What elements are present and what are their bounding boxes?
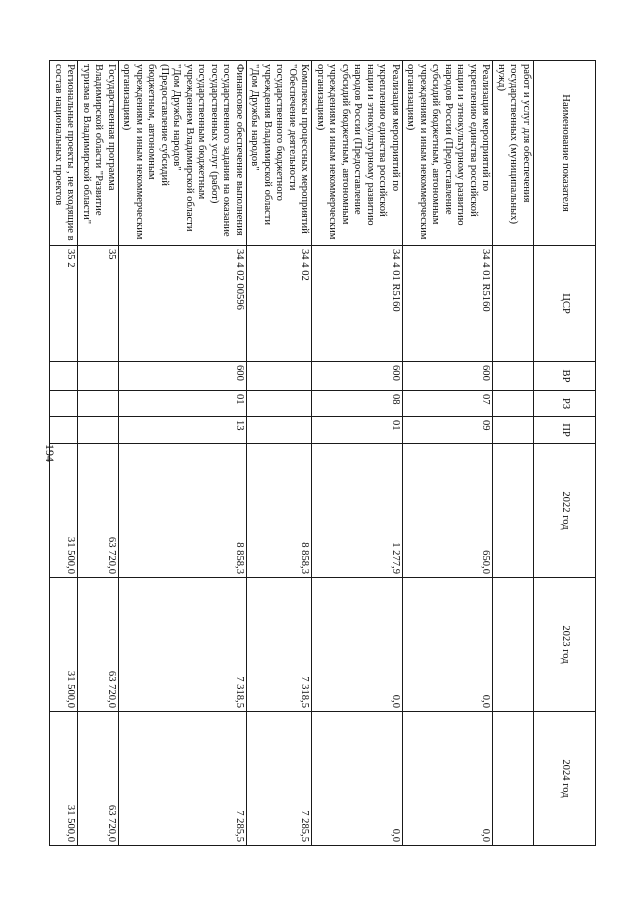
cell-pr: 13 [119,417,247,444]
cell-pr [493,417,534,444]
cell-rz: 07 [403,391,494,417]
header-csr: ЦСР [534,246,596,362]
cell-2022: 1 277,9 [312,444,403,578]
cell-name: Реализация мероприятий по укреплению единства российской нации и этнокультурному развитию народов России (Предоставление субсидий бюджетным, автономным учреждениям и иным некоммерческим организациям) [403,61,494,246]
table-header-row [534,61,596,846]
cell-csr: 35 [78,246,119,362]
table-row [493,61,534,846]
cell-pr: 01 [312,417,403,444]
cell-2022: 8 858,3 [247,444,313,578]
cell-rz [493,391,534,417]
cell-vr [50,362,78,391]
cell-csr [493,246,534,362]
cell-vr [247,362,313,391]
header-vr: ВР [534,362,596,391]
budget-table-rotated [53,60,596,845]
header-2024: 2024 год [534,712,596,846]
cell-2022: 8 858,3 [119,444,247,578]
cell-2023: 7 318,5 [119,578,247,712]
header-name: Наименование показателя [534,61,596,246]
cell-vr: 600 [119,362,247,391]
cell-pr [78,417,119,444]
cell-pr [247,417,313,444]
table-row [312,61,403,846]
cell-rz [247,391,313,417]
table-row [119,61,247,846]
table-row [403,61,494,846]
cell-vr: 600 [403,362,494,391]
cell-2024: 63 720,0 [78,712,119,846]
header-2022: 2022 год [534,444,596,578]
cell-2022: 31 500,0 [50,444,78,578]
cell-2024 [493,712,534,846]
cell-name: Региональные проекты , не входящие в состав национальных проектов [50,61,78,246]
cell-2023: 0,0 [403,578,494,712]
cell-csr: 34 4 01 R5160 [312,246,403,362]
budget-table-container [53,60,596,845]
cell-2024: 7 285,5 [247,712,313,846]
cell-csr: 35 2 [50,246,78,362]
cell-rz [50,391,78,417]
page-number: 194 [43,444,57,462]
cell-name: Реализация мероприятий по укреплению единства российской нации и этнокультурному развитию народов России (Предоставление субсидий бюджетным, автономным учреждениям и иным некоммерческим организациям) [312,61,403,246]
cell-2024: 0,0 [403,712,494,846]
cell-pr: 09 [403,417,494,444]
cell-vr [493,362,534,391]
cell-vr [78,362,119,391]
table-row [50,61,78,846]
cell-2023: 0,0 [312,578,403,712]
cell-2024: 31 500,0 [50,712,78,846]
cell-csr: 34 4 02 [247,246,313,362]
cell-pr [50,417,78,444]
table-row [78,61,119,846]
cell-2022: 63 720,0 [78,444,119,578]
cell-name: Государственная программа Владимирской области "Развитие туризма во Владимирской области" [78,61,119,246]
cell-2023 [493,578,534,712]
cell-csr: 34 4 01 R5160 [403,246,494,362]
header-rz: РЗ [534,391,596,417]
cell-name: Комплексы процессных мероприятий "Обеспечение деятельности государственного бюджетного учреждения Владимирской области "Дом Дружбы народов" [247,61,313,246]
cell-name: работ и услуг для обеспечения государственных (муниципальных) нужд) [493,61,534,246]
cell-2023: 31 500,0 [50,578,78,712]
header-2023: 2023 год [534,578,596,712]
header-pr: ПР [534,417,596,444]
cell-2023: 63 720,0 [78,578,119,712]
cell-rz: 08 [312,391,403,417]
cell-rz: 01 [119,391,247,417]
table-row [247,61,313,846]
cell-2024: 7 285,5 [119,712,247,846]
cell-2022 [493,444,534,578]
cell-name: Финансовое обеспечение выполнения государственного задания на оказание государственных услуг (работ) государственным бюджетным учреждением Владимирской области "Дом Дружбы народов" (Предоставление субсидий бюджетным, автономным учреждениям и иным некоммерческим организациям) [119,61,247,246]
cell-csr: 34 4 02 00596 [119,246,247,362]
cell-vr: 600 [312,362,403,391]
cell-2023: 7 318,5 [247,578,313,712]
budget-table [50,60,597,846]
cell-2022: 650,0 [403,444,494,578]
cell-2024: 0,0 [312,712,403,846]
cell-rz [78,391,119,417]
